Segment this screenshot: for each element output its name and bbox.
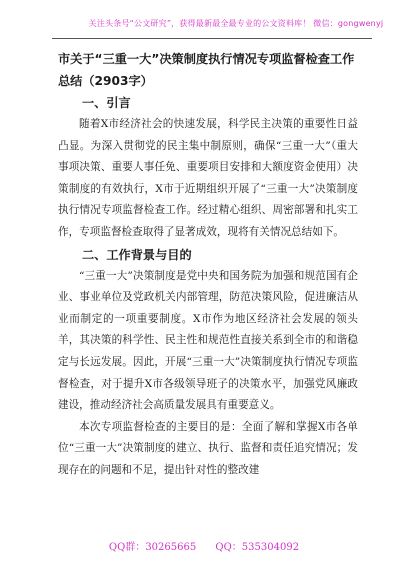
- purpose-paragraph: 本次专项监督检查的主要目的是：全面了解和掌握X市各单位“三重一大”决策制度的建立、执行、监督和责任追究情况；发现存在的问题和不足，提出针对性的整改建: [58, 420, 358, 476]
- footer-contact: [0, 538, 408, 553]
- section-heading-background: 二、工作背景与目的: [82, 247, 192, 262]
- footer-qq-number: QQ：535304092: [215, 542, 300, 553]
- background-paragraph: “三重一大”决策制度是党中央和国务院为加强和规范国有企业、事业单位及党政机关内部管理，防范决策风险，促进廉洁从业而制定的一项重要制度。X市作为地区经济社会发展的领头羊，其决策的科学性、民主性和规范性直接关系到全市的和谐稳定与长远发展。因此，开展“三重一大”决策制度执行情况专项监督检查，对于提升X市各级领导班子的决策水平，加强党风廉政建设，推动经济社会高质量发展具有重要意义。: [58, 269, 358, 412]
- document-body: [58, 48, 358, 482]
- document-title: 市关于“三重一大”决策制度执行情况专项监督检查工作总结（2903字）: [58, 52, 355, 88]
- header-banner: 关注头条号“公文研究”，获得最新最全最专业的公文资料库！ 微信：gongwenyj: [88, 19, 384, 28]
- introduction-paragraph: 随着X市经济社会的快速发展，科学民主决策的重要性日益凸显。为深入贯彻党的民主集中制原则，确保“三重一大”（重大事项决策、重要人事任免、重要项目安排和大额度资金使用）决策制度的有效执行，X市于近期组织开展了“三重一大”决策制度执行情况专项监督检查工作。经过精心组织、周密部署和扎实工作，专项监督检查取得了显著成效，现将有关情况总结如下。: [58, 118, 358, 238]
- header-divider: [52, 38, 372, 39]
- section-heading-introduction: 一、引言: [82, 96, 131, 110]
- footer-qq-group: QQ群：30265665: [108, 542, 197, 553]
